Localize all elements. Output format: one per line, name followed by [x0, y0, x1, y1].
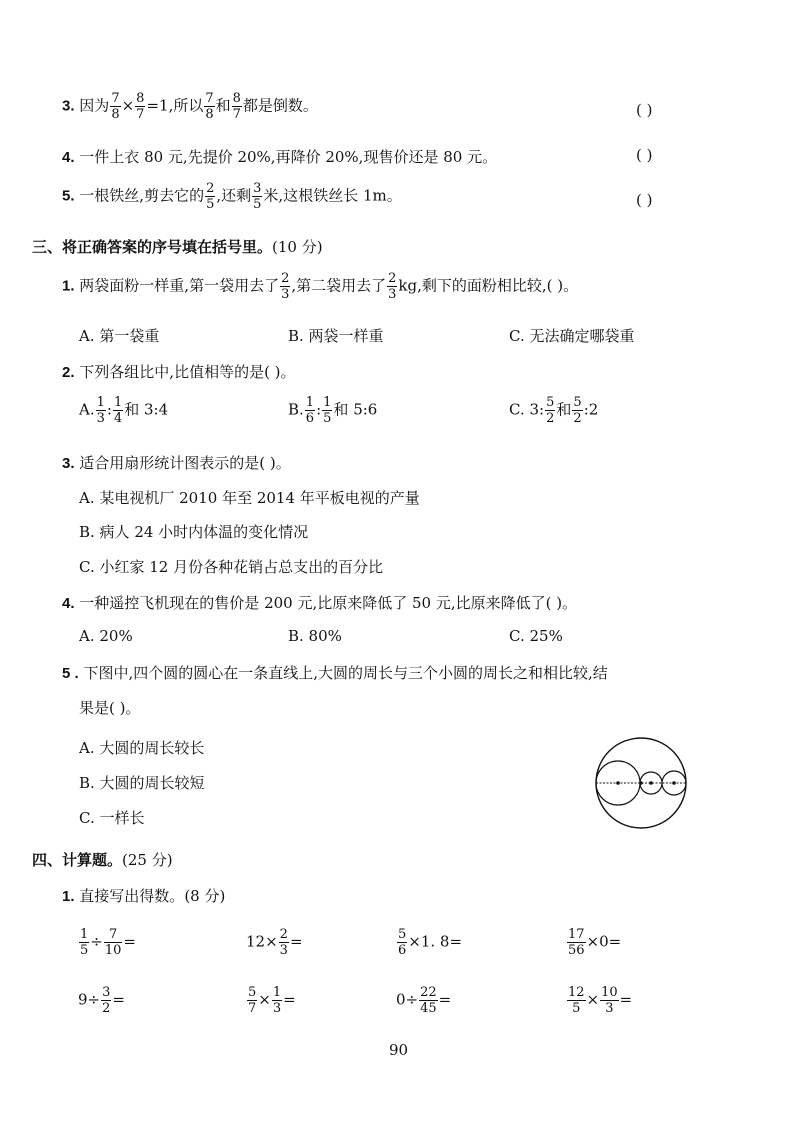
question-number: 3.	[62, 455, 75, 472]
option-b[interactable]: B. 80%	[288, 627, 342, 645]
calc-item: $\frac{5}{7}$ × $\frac{1}{3}$ =	[248, 985, 296, 1016]
fraction: $\frac{7}{10}$	[104, 927, 122, 958]
fraction: $\frac{2}{3}$	[279, 927, 288, 958]
fraction: $\frac{1}{5}$	[80, 927, 89, 958]
calc-item: $\frac{1}{5}$ ÷ $\frac{7}{10}$ =	[80, 927, 136, 958]
question-number: 5.	[62, 187, 75, 205]
calc-item: 12× $\frac{2}{3}$ =	[246, 927, 303, 958]
question-number: 5 .	[62, 665, 79, 682]
question-number: 3.	[62, 97, 75, 115]
calc-item: 0÷ $\frac{22}{45}$ =	[396, 985, 452, 1016]
section-heading: 四、计算题。(25 分)	[32, 851, 173, 869]
option-b[interactable]: B. 两袋一样重	[288, 327, 384, 345]
option-c[interactable]: C. 无法确定哪袋重	[509, 327, 635, 345]
s3-q4: 4. 一种遥控飞机现在的售价是 200 元,比原来降低了 50 元,比原来降低了( )。	[62, 594, 578, 612]
question-number: 4.	[62, 149, 75, 166]
fraction: $\frac{1}{3}$	[272, 985, 282, 1016]
s3-q3: 3. 适合用扇形统计图表示的是( )。	[62, 454, 291, 472]
question-number: 1.	[62, 888, 75, 905]
question-number: 1.	[62, 277, 75, 295]
judge-q5: 5. 一根铁丝,剪去它的 $\frac{2}{5}$ ,还剩 $\frac{3}{5}$ 米,这根铁丝长 1m。	[62, 181, 402, 212]
s3-q2: 2. 下列各组比中,比值相等的是( )。	[62, 363, 296, 381]
center-dot-middle	[649, 781, 653, 785]
fraction: $\frac{1}{6}$	[305, 395, 315, 426]
option-b[interactable]: B. $\frac{1}{6}$ : $\frac{1}{5}$ 和 5:6	[288, 395, 378, 426]
fraction: $\frac{22}{45}$	[420, 985, 437, 1016]
circles-diagram	[594, 736, 694, 832]
fraction: $\frac{3}{2}$	[102, 985, 111, 1016]
s3-q5-line2: 果是( )。	[79, 699, 141, 717]
option-b[interactable]: B. 大圆的周长较短	[79, 774, 205, 792]
fraction: $\frac{12}{5}$	[568, 985, 585, 1016]
fraction: $\frac{3}{5}$	[253, 181, 262, 212]
answer-bracket[interactable]: ( )	[636, 101, 653, 119]
section-heading: 三、将正确答案的序号填在括号里。(10 分)	[32, 238, 323, 256]
option-a[interactable]: A. $\frac{1}{3}$ : $\frac{1}{4}$ 和 3:4	[79, 395, 169, 426]
fraction: $\frac{1}{5}$	[323, 395, 332, 426]
option-a[interactable]: A. 大圆的周长较长	[79, 739, 205, 757]
s3-q1: 1. 两袋面粉一样重,第一袋用去了 $\frac{2}{3}$ ,第二袋用去了 $\frac{2}{3}$ kg,剩下的面粉相比较,( )。	[62, 271, 579, 302]
fraction: $\frac{17}{56}$	[568, 927, 585, 958]
center-dot-large	[639, 781, 643, 785]
fraction: $\frac{5}{2}$	[546, 395, 555, 426]
fraction: $\frac{10}{3}$	[601, 985, 618, 1016]
fraction: $\frac{2}{3}$	[281, 271, 290, 302]
option-a[interactable]: A. 20%	[79, 627, 133, 645]
answer-bracket[interactable]: ( )	[636, 191, 653, 209]
fraction: $\frac{2}{5}$	[206, 181, 215, 212]
s4-q1: 1. 直接写出得数。(8 分)	[62, 887, 226, 905]
s3-q5: 5 . 下图中,四个圆的圆心在一条直线上,大圆的周长与三个小圆的周长之和相比较,结	[62, 664, 608, 682]
fraction: $\frac{1}{4}$	[113, 395, 123, 426]
fraction: $\frac{1}{3}$	[96, 395, 105, 426]
judge-q4: 4. 一件上衣 80 元,先提价 20%,再降价 20%,现售价还是 80 元。	[62, 148, 498, 166]
option-c[interactable]: C. 25%	[509, 627, 563, 645]
calc-item: $\frac{17}{56}$ ×0=	[568, 927, 622, 958]
fraction: $\frac{7}{8}$	[111, 91, 120, 122]
calc-item: $\frac{5}{6}$ ×1. 8=	[398, 927, 463, 958]
fraction: $\frac{8}{7}$	[136, 91, 145, 122]
option-a[interactable]: A. 某电视机厂 2010 年至 2014 年平板电视的产量	[79, 489, 420, 507]
fraction: $\frac{5}{7}$	[248, 985, 257, 1016]
option-c[interactable]: C. 一样长	[79, 809, 145, 827]
calc-item: 9÷ $\frac{3}{2}$ =	[78, 985, 125, 1016]
fraction: $\frac{2}{3}$	[388, 271, 397, 302]
fraction: $\frac{7}{8}$	[205, 91, 214, 122]
fraction: $\frac{5}{6}$	[398, 927, 407, 958]
judge-q3: 3. 因为 $\frac{7}{8}$ × $\frac{8}{7}$ =1,所以 $\frac{7}{8}$ 和 $\frac{8}{7}$ 都是倒数。	[62, 91, 318, 122]
option-b[interactable]: B. 病人 24 小时内体温的变化情况	[79, 523, 309, 541]
center-dot-left	[616, 781, 620, 785]
question-number: 2.	[62, 364, 75, 381]
option-c[interactable]: C. 小红家 12 月份各种花销占总支出的百分比	[79, 558, 384, 576]
fraction: $\frac{8}{7}$	[232, 91, 241, 122]
option-a[interactable]: A. 第一袋重	[79, 327, 160, 345]
calc-item: $\frac{12}{5}$ × $\frac{10}{3}$ =	[568, 985, 633, 1016]
question-number: 4.	[62, 595, 75, 612]
answer-bracket[interactable]: ( )	[636, 146, 653, 164]
fraction: $\frac{5}{2}$	[573, 395, 582, 426]
page-number: 90	[389, 1041, 409, 1059]
center-dot-right	[672, 781, 676, 785]
option-c[interactable]: C. 3: $\frac{5}{2}$ 和 $\frac{5}{2}$ :2	[509, 395, 599, 426]
